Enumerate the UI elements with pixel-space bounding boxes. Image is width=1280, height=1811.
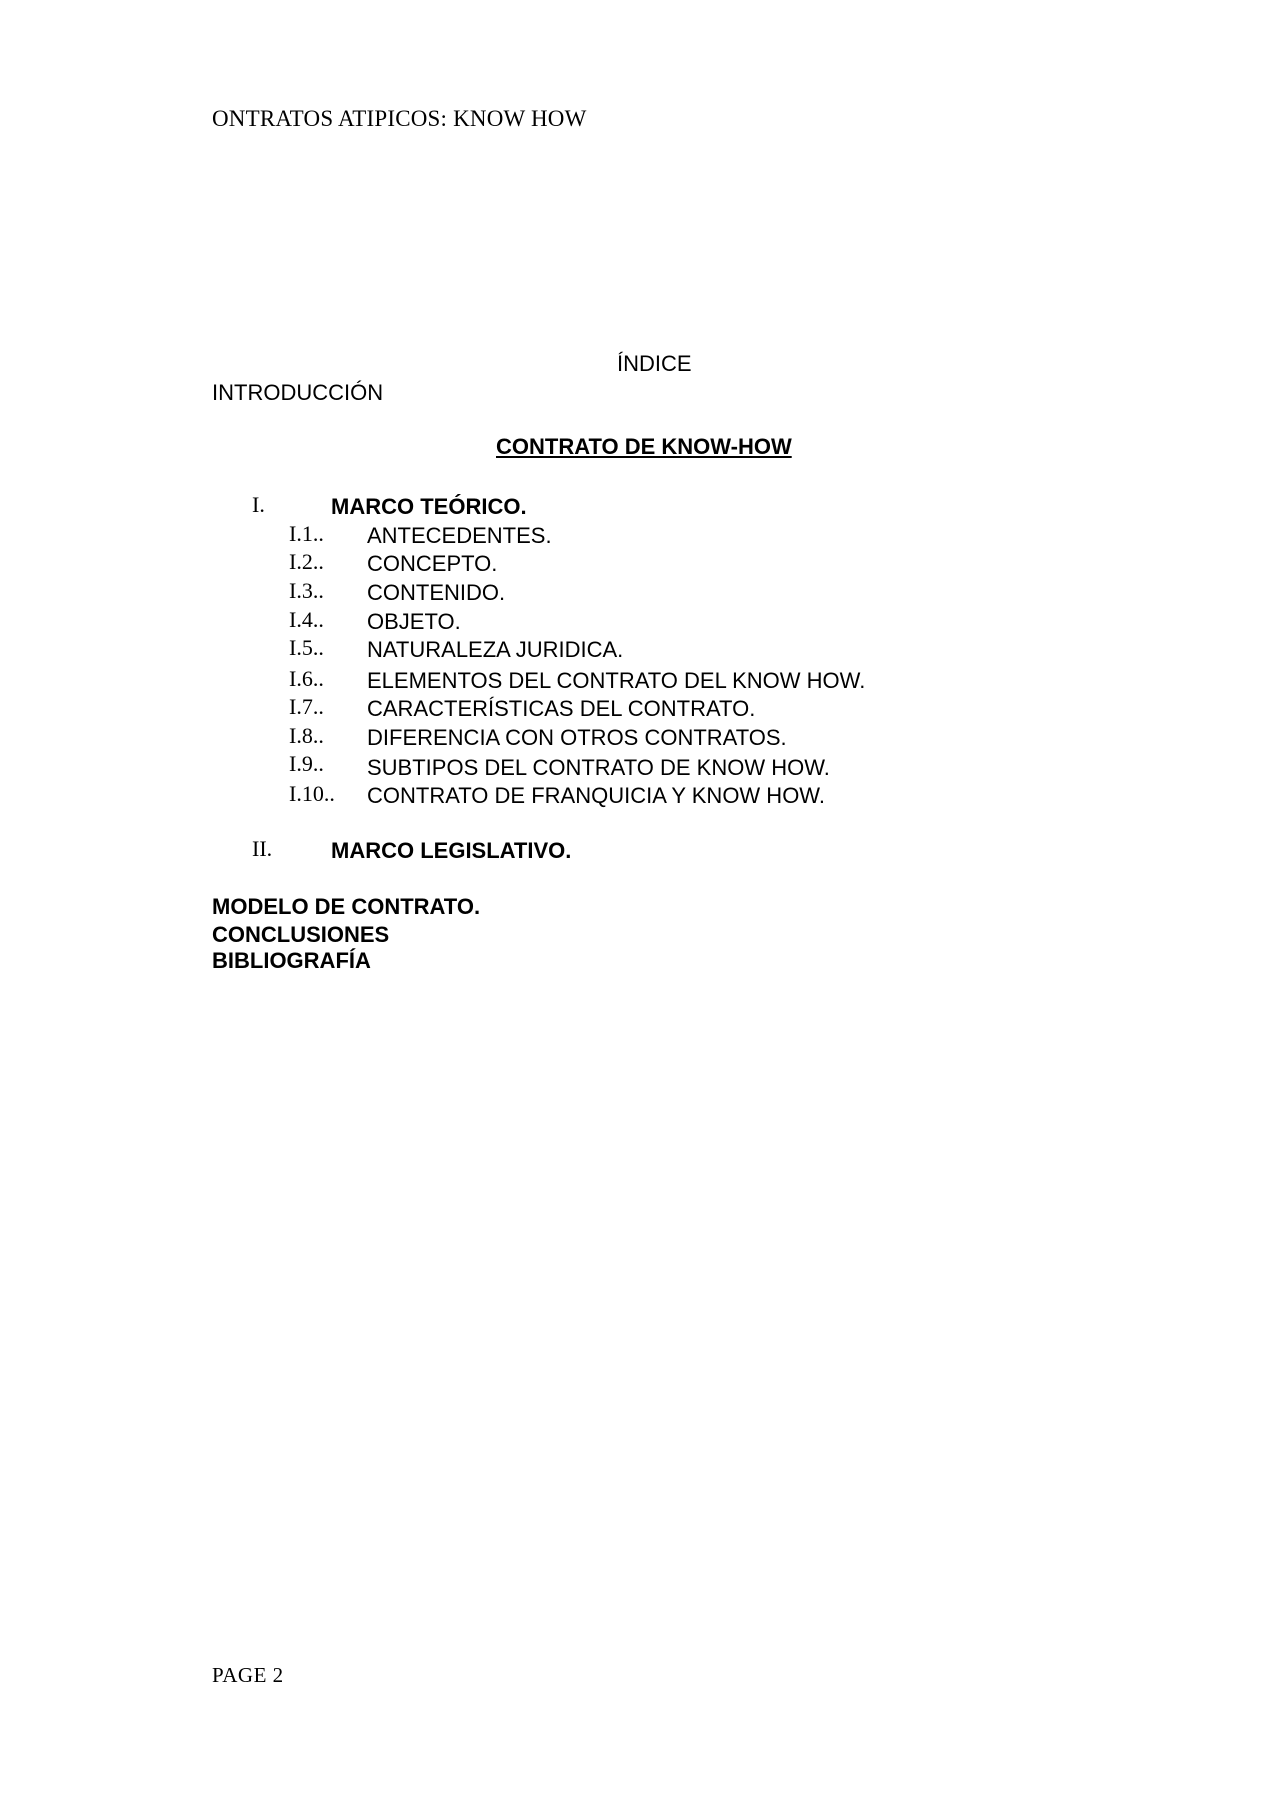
running-header: ONTRATOS ATIPICOS: KNOW HOW <box>212 106 587 131</box>
subsection-label: CONCEPTO. <box>367 551 498 576</box>
subsection-label: CARACTERÍSTICAS DEL CONTRATO. <box>367 696 756 721</box>
subsection-number: I.5.. <box>289 635 324 660</box>
subsection-label: ANTECEDENTES. <box>367 523 552 548</box>
subsection-label: CONTENIDO. <box>367 580 506 605</box>
subsection-number: I.1.. <box>289 521 324 546</box>
toc-conclusions: CONCLUSIONES <box>212 922 390 947</box>
subsection-label: OBJETO. <box>367 609 461 634</box>
index-title: ÍNDICE <box>617 351 692 376</box>
subsection-label: ELEMENTOS DEL CONTRATO DEL KNOW HOW. <box>367 668 866 693</box>
subsection-number: I.6.. <box>289 666 324 691</box>
subsection-label: SUBTIPOS DEL CONTRATO DE KNOW HOW. <box>367 755 830 780</box>
section-number: I. <box>252 492 265 517</box>
subsection-number: I.7.. <box>289 694 324 719</box>
subsection-label: DIFERENCIA CON OTROS CONTRATOS. <box>367 725 787 750</box>
section-number: II. <box>252 836 273 861</box>
subsection-number: I.10.. <box>289 781 335 806</box>
subsection-label: CONTRATO DE FRANQUICIA Y KNOW HOW. <box>367 783 825 808</box>
subsection-label: NATURALEZA JURIDICA. <box>367 637 624 662</box>
subsection-number: I.3.. <box>289 578 324 603</box>
subsection-number: I.4.. <box>289 607 324 632</box>
subsection-number: I.2.. <box>289 549 324 574</box>
toc-introduction: INTRODUCCIÓN <box>212 380 384 405</box>
section-label: MARCO LEGISLATIVO. <box>331 838 572 863</box>
toc-bibliography: BIBLIOGRAFÍA <box>212 948 371 973</box>
section-label: MARCO TEÓRICO. <box>331 494 527 519</box>
subsection-number: I.8.. <box>289 723 324 748</box>
page-number-footer: PAGE 2 <box>212 1663 284 1687</box>
toc-model-contract: MODELO DE CONTRATO. <box>212 894 481 919</box>
subsection-number: I.9.. <box>289 751 324 776</box>
contract-heading: CONTRATO DE KNOW-HOW <box>496 434 792 459</box>
